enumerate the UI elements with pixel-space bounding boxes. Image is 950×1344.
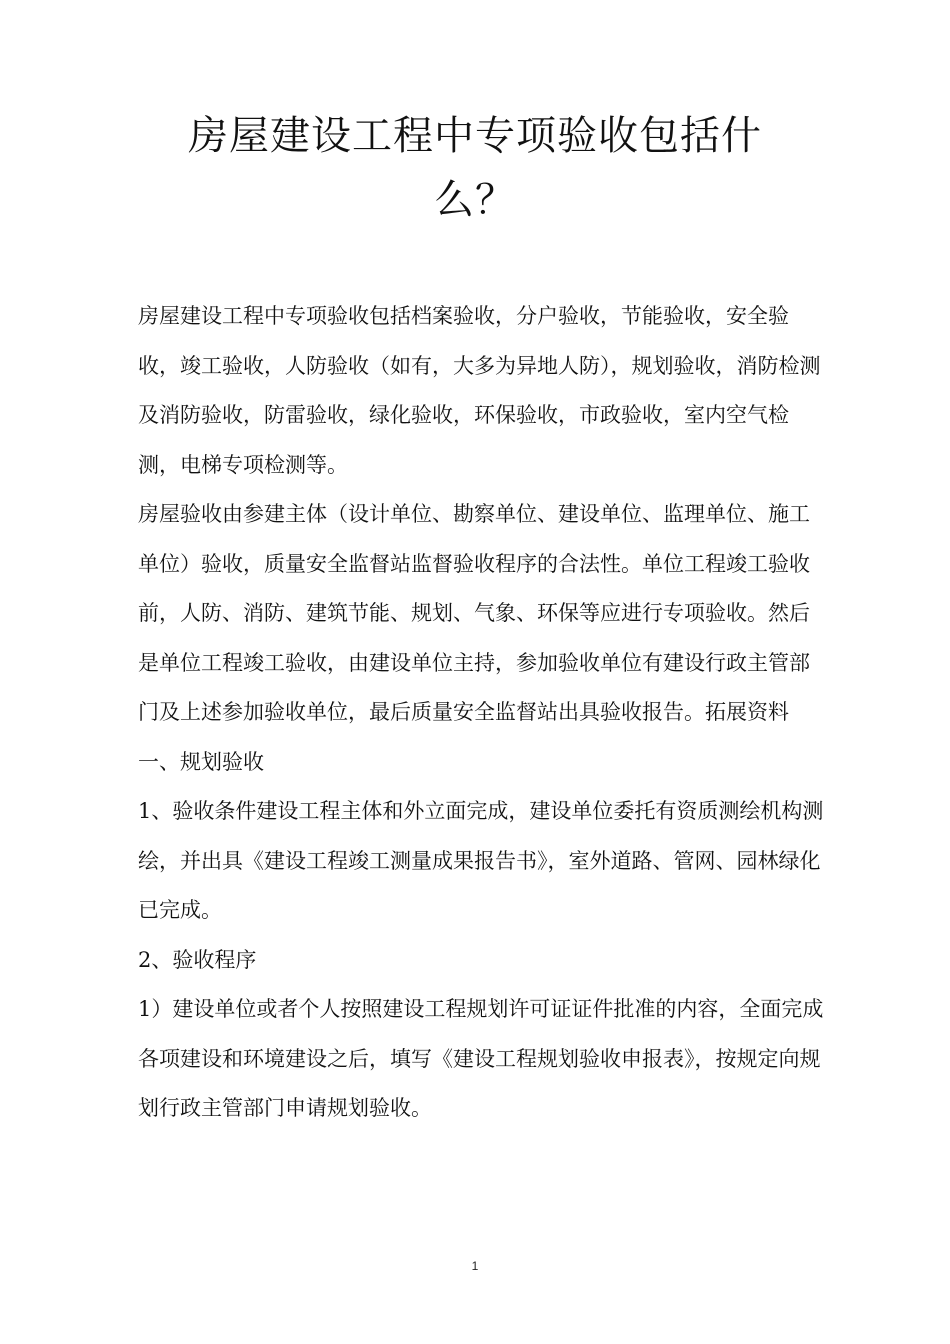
- document-title: 房屋建设工程中专项验收包括什么？: [188, 113, 762, 223]
- paragraph-acceptance-process: 房屋验收由参建主体（设计单位、勘察单位、建设单位、监理单位、施工单位）验收，质量安全监督站监督验收程序的合法性。单位工程竣工验收前，人防、消防、建筑节能、规划、气象、环保等应进行专项验收。然后是单位工程竣工验收，由建设单位主持，参加验收单位有建设行政主管部门及上述参加验收单位，最后质量安全监督站出具验收报告。拓展资料一、规划验收: [138, 502, 810, 774]
- paragraph-acceptance-conditions: 1、验收条件建设工程主体和外立面完成，建设单位委托有资质测绘机构测绘，并出具《建设工程竣工测量成果报告书》，室外道路、管网、园林绿化已完成。: [138, 799, 824, 922]
- page-number: 1: [471, 1259, 479, 1273]
- paragraph-procedure-heading: 2、验收程序: [138, 947, 257, 972]
- document-body: [138, 292, 828, 1134]
- paragraph-overview: 房屋建设工程中专项验收包括档案验收，分户验收，节能验收，安全验收，竣工验收，人防验收（如有，大多为异地人防），规划验收，消防检测及消防验收，防雷验收，绿化验收，环保验收，市政验收，室内空气检测，电梯专项检测等。: [138, 304, 821, 477]
- paragraph-procedure-step-1: 1）建设单位或者个人按照建设工程规划许可证证件批准的内容，全面完成各项建设和环境建设之后，填写《建设工程规划验收申报表》，按规定向规划行政主管部门申请规划验收。: [138, 997, 824, 1120]
